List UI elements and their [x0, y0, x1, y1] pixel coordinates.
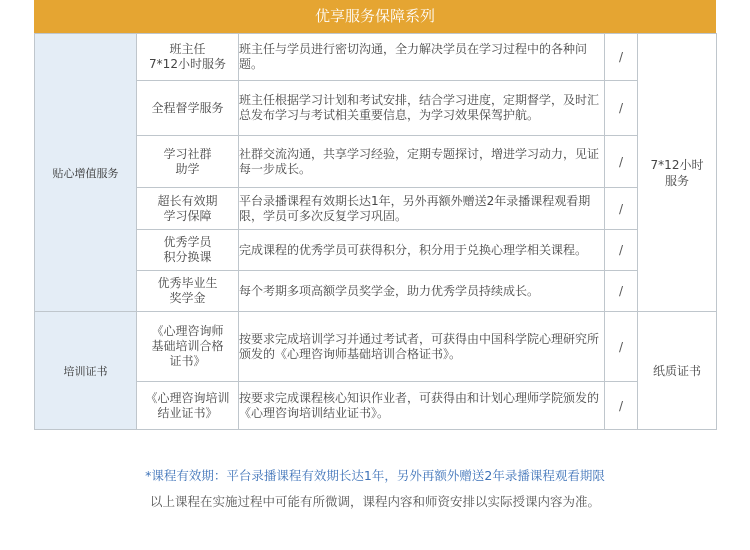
table-row	[35, 312, 717, 382]
service-note-cell: 7*12小时 服务	[638, 34, 717, 312]
service-description: 每个考期多项高额学员奖学金，助力优秀学员持续成长。	[239, 271, 605, 312]
category-cell: 培训证书	[35, 312, 137, 430]
service-description: 社群交流沟通，共享学习经验，定期专题探讨，增进学习动力，见证每一步成长。	[239, 136, 605, 188]
service-mark: /	[605, 136, 638, 188]
category-cell: 贴心增值服务	[35, 34, 137, 312]
service-name: 全程督学服务	[137, 81, 239, 136]
table-row	[35, 271, 717, 312]
service-name: 班主任 7*12小时服务	[137, 34, 239, 81]
table-row	[35, 382, 717, 430]
service-description: 平台录播课程有效期长达1年，另外再额外赠送2年录播课程观看期限，学员可多次反复学习巩固。	[239, 188, 605, 230]
service-mark: /	[605, 81, 638, 136]
service-name: 《心理咨询师 基础培训合格 证书》	[137, 312, 239, 382]
validity-footnote: *课程有效期：平台录播课程有效期长达1年，另外再额外赠送2年录播课程观看期限	[145, 468, 605, 483]
service-name: 《心理咨询培训 结业证书》	[137, 382, 239, 430]
table-row	[35, 136, 717, 188]
service-mark: /	[605, 188, 638, 230]
service-name: 优秀毕业生 奖学金	[137, 271, 239, 312]
service-name: 超长有效期 学习保障	[137, 188, 239, 230]
service-mark: /	[605, 382, 638, 430]
service-name: 优秀学员 积分换课	[137, 230, 239, 271]
service-description: 按要求完成课程核心知识作业者，可获得由和计划心理师学院颁发的《心理咨询培训结业证书》。	[239, 382, 605, 430]
service-description: 班主任与学员进行密切沟通，全力解决学员在学习过程中的各种问题。	[239, 34, 605, 81]
service-mark: /	[605, 271, 638, 312]
service-mark: /	[605, 312, 638, 382]
table-row	[35, 34, 717, 81]
table-header-title: 优享服务保障系列	[34, 0, 716, 33]
service-description: 完成课程的优秀学员可获得积分，积分用于兑换心理学相关课程。	[239, 230, 605, 271]
service-table-container	[34, 0, 716, 430]
service-table	[34, 33, 717, 430]
service-description: 按要求完成培训学习并通过考试者，可获得由中国科学院心理研究所颁发的《心理咨询师基础培训合格证书》。	[239, 312, 605, 382]
service-name: 学习社群 助学	[137, 136, 239, 188]
service-note-cell: 纸质证书	[638, 312, 717, 430]
disclaimer-footnote: 以上课程在实施过程中可能有所微调，课程内容和师资安排以实际授课内容为准。	[149, 494, 600, 509]
table-row	[35, 188, 717, 230]
service-mark: /	[605, 34, 638, 81]
service-mark: /	[605, 230, 638, 271]
service-description: 班主任根据学习计划和考试安排，结合学习进度，定期督学，及时汇总发布学习与考试相关重要信息，为学习效果保驾护航。	[239, 81, 605, 136]
table-row	[35, 230, 717, 271]
table-row	[35, 81, 717, 136]
